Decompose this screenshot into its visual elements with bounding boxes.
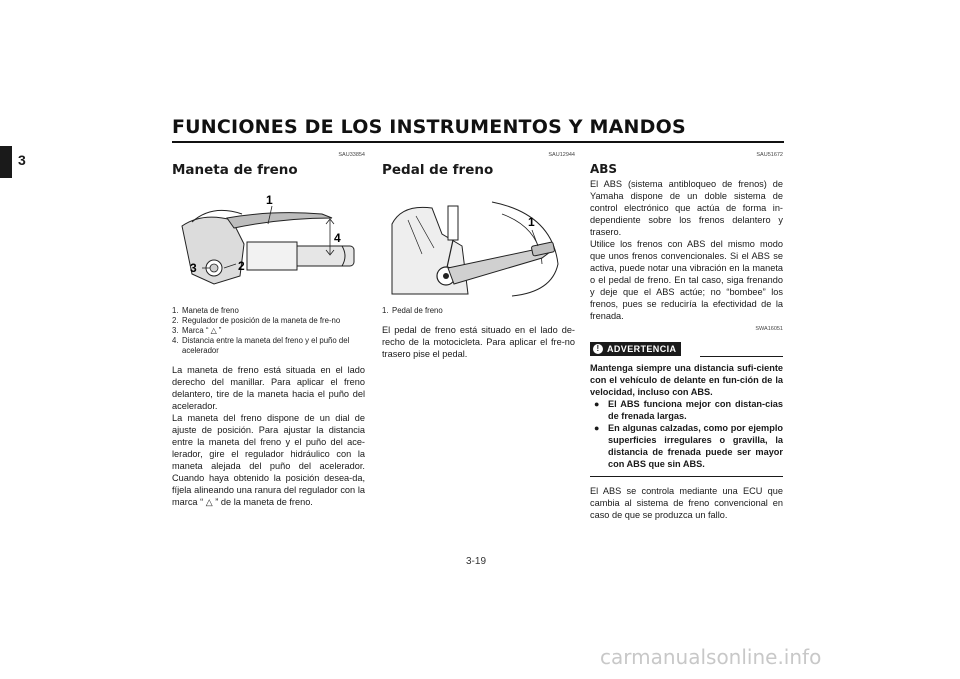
warning-banner	[590, 340, 783, 358]
page-number: 3-19	[466, 556, 487, 567]
caption-item	[172, 336, 365, 356]
chapter-tab	[0, 146, 12, 178]
callout-4: 4	[334, 231, 341, 245]
warning-end-rule	[590, 476, 783, 477]
section-code: SAU51672	[756, 152, 783, 158]
caption-text: Regulador de posición de la maneta de fre-no	[182, 316, 341, 325]
callout-2: 2	[238, 259, 245, 273]
section-brake-pedal	[382, 152, 575, 360]
caption-text: Pedal de freno	[392, 306, 443, 315]
page-header-title: FUNCIONES DE LOS INSTRUMENTOS Y MANDOS	[172, 116, 686, 138]
warning-code: SWA16051	[755, 326, 783, 332]
brake-pedal-illustration	[382, 184, 575, 300]
caption-text: Marca “ △ ”	[182, 326, 222, 335]
caption-item	[172, 326, 365, 336]
section-body	[172, 364, 365, 508]
section-code: SAU33854	[338, 152, 365, 158]
warning-bullet: ● El ABS funciona mejor con distan-cias de frenada largas.	[608, 398, 783, 422]
header-rule	[172, 141, 784, 143]
watermark-text: carmanualsonline.info	[600, 645, 822, 669]
callout-1: 1	[528, 215, 535, 229]
caption-number: 1.	[172, 306, 179, 315]
caption-item	[172, 316, 365, 326]
brake-lever-illustration	[172, 184, 365, 300]
caption-number: 2.	[172, 316, 179, 325]
paragraph: La maneta de freno está situada en el lado derecho del manillar. Para aplicar el freno delantero, tire de la maneta hacia el puño del acelerador.	[172, 365, 365, 411]
paragraph: Utilice los frenos con ABS del mismo modo que unos frenos convencionales. Si el ABS se activa, puede notar una vibración en la maneta o el pedal de freno. En tal caso, siga frenando y deje que el ABS actúe; no “bombee” los frenos, pues se reduciría la efectividad de la frenada.	[590, 239, 783, 321]
section-title: Maneta de freno	[172, 162, 298, 178]
chapter-number: 3	[18, 152, 26, 168]
warning-bullet: ● En algunas calzadas, como por ejemplo superficies irregulares o gravilla, la distancia de frenada puede ser mayor con ABS que sin ABS.	[608, 422, 783, 470]
paragraph: El pedal de freno está situado en el lado de-recho de la motocicleta. Para aplicar el fre-no trasero pise el pedal.	[382, 325, 575, 359]
caption-item	[382, 306, 575, 316]
section-body	[382, 324, 575, 360]
warning-rule	[700, 356, 783, 357]
section-code: SAU12944	[548, 152, 575, 158]
warning-label: ADVERTENCIA	[607, 344, 677, 354]
section-brake-lever	[172, 152, 365, 508]
warning-icon: !	[593, 344, 603, 354]
callout-3: 3	[190, 261, 197, 275]
warning-intro: Mantenga siempre una distancia sufi-ciente con el vehículo de delante en fun-ción de la velocidad, incluso con ABS.	[590, 363, 783, 397]
caption-text: Distancia entre la maneta del freno y el puño del acelerador	[182, 336, 350, 355]
section-abs	[590, 152, 783, 521]
caption-number: 1.	[382, 306, 389, 315]
caption-item	[172, 306, 365, 316]
callout-1: 1	[266, 193, 273, 207]
figure-captions	[382, 306, 575, 316]
caption-number: 3.	[172, 326, 179, 335]
figure-captions	[172, 306, 365, 356]
paragraph: El ABS (sistema antibloqueo de frenos) de Yamaha dispone de un doble sistema de control electrónico que actúa de forma in-dependiente sobre los frenos delantero y trasero.	[590, 179, 783, 237]
warning-badge	[590, 342, 681, 356]
caption-number: 4.	[172, 336, 179, 345]
section-title: Pedal de freno	[382, 162, 494, 178]
closing-paragraph: El ABS se controla mediante una ECU que cambia al sistema de freno convencional en caso de que se produzca un fallo.	[590, 486, 783, 520]
section-body	[590, 178, 783, 322]
warning-bullets	[590, 398, 783, 470]
section-title: ABS	[590, 162, 618, 176]
caption-text: Maneta de freno	[182, 306, 239, 315]
paragraph: La maneta del freno dispone de un dial de ajuste de posición. Para ajustar la distancia entre la maneta del freno y el puño del ace-lerador, gire el regulador hidráulico con la maneta alejada del puño del acelerador. Cuando haya obtenido la posición desea-da, fíjela alineando una ranura del regulador con la marca “ △ ” de la maneta de freno.	[172, 413, 365, 507]
